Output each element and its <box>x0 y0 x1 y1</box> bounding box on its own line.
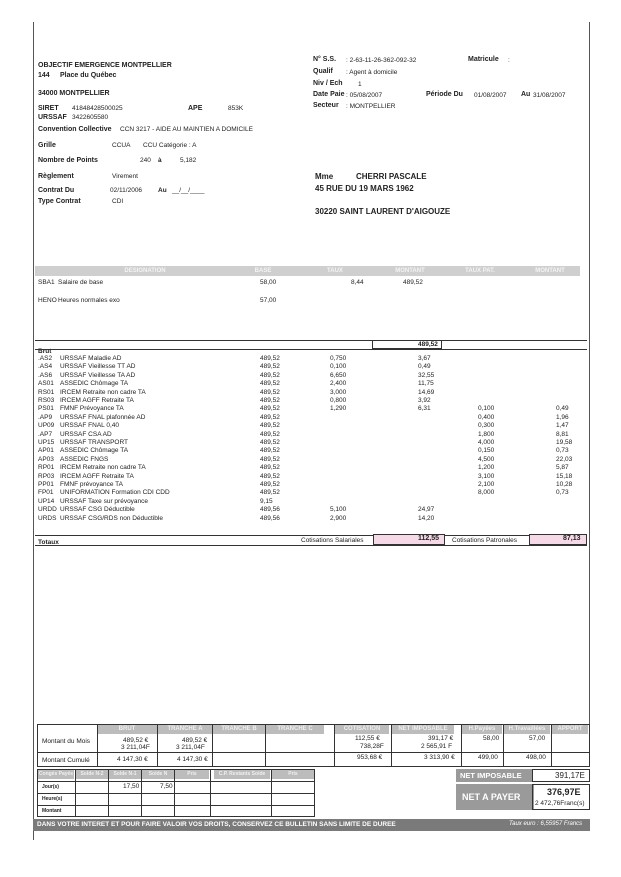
table-row <box>0 498 600 506</box>
employee-name: CHERRI PASCALE <box>356 172 427 181</box>
line-taux: 2,900 <box>330 514 347 522</box>
line-taux-pat: 8,000 <box>478 489 495 497</box>
col-taux-pat: TAUX PAT. <box>465 268 495 274</box>
line-taux-pat: 0,150 <box>478 447 495 455</box>
line-code: RS03 <box>38 397 55 404</box>
line-code: SBA1 <box>38 279 55 286</box>
periode-du: 01/08/2007 <box>474 92 507 99</box>
line-base: 489,56 <box>260 514 280 522</box>
ss-label: N° S.S. <box>313 56 337 63</box>
line-label: ASSEDIC Chômage TA <box>60 380 129 388</box>
mois-brut-f: 3 211,04F <box>121 744 150 751</box>
reglement-label: Règlement <box>38 173 74 180</box>
net-imposable-label: NET IMPOSABLE <box>456 769 532 782</box>
table-row <box>0 481 600 489</box>
summary-h-tranche-b: TRANCHE B <box>213 725 265 734</box>
totaux-line <box>35 535 587 536</box>
table-row <box>0 515 600 523</box>
cp-row-2 <box>37 793 315 794</box>
line-montant: 3,92 <box>418 397 431 404</box>
line-base: 489,52 <box>260 363 280 371</box>
net-imposable-value: 391,17E <box>555 771 585 780</box>
line-label: URSSAF Taxe sur prévoyance <box>60 497 149 505</box>
grille-label: Grille <box>38 142 56 149</box>
matricule-value: : <box>508 57 510 64</box>
line-base: 57,00 <box>260 297 277 304</box>
contrat-au: __/__/____ <box>172 187 205 194</box>
line-montant-pat: 0,73 <box>556 489 569 497</box>
brut-label: Brut <box>38 348 52 355</box>
table-row <box>0 397 600 405</box>
line-code: .AP7 <box>38 430 53 438</box>
periode-au: 31/08/2007 <box>533 92 566 99</box>
line-taux-pat: 0,400 <box>478 413 495 421</box>
line-base: 489,52 <box>260 355 280 362</box>
type-contrat-label: Type Contrat <box>38 198 81 205</box>
qualif-value: : Agent à domicile <box>346 69 398 76</box>
line-label: URSSAF FNAL 0,40 <box>60 422 120 430</box>
reglement-value: Virement <box>112 173 138 180</box>
line-taux: 1,290 <box>330 405 347 413</box>
line-montant: 14,20 <box>418 514 435 522</box>
table-row <box>0 389 600 397</box>
line-taux: 6,650 <box>330 371 347 379</box>
table-row <box>0 464 600 472</box>
brut-bottom-line <box>35 349 587 350</box>
niv-value: 1 <box>358 81 362 88</box>
line-code: RP01 <box>38 464 55 472</box>
line-code: URDS <box>38 514 57 522</box>
line-label: URSSAF Vieillesse TT AD <box>60 363 136 371</box>
cp-jours-n1: 17,50 <box>123 783 140 790</box>
line-label: URSSAF Maladie AD <box>60 355 122 362</box>
cp-row-3 <box>37 805 315 806</box>
cumul-cot: 953,68 € <box>357 754 383 761</box>
table-row <box>0 422 600 430</box>
pat-value: 87,13 <box>563 535 581 542</box>
line-base: 489,52 <box>260 397 280 404</box>
line-code: FP01 <box>38 489 54 497</box>
line-montant-pat: 22,03 <box>556 455 573 463</box>
conges-h-n1: Solde N-1 <box>109 770 141 779</box>
summary-h-h-payees: H.Payées <box>462 725 502 734</box>
line-base: 489,52 <box>260 439 280 446</box>
mois-net-f: 2 565,91 F <box>421 743 453 750</box>
footer-taux: Taux euro : 6,55957 Francs <box>509 821 583 827</box>
line-montant-pat: 1,96 <box>556 413 569 421</box>
line-base: 489,52 <box>260 489 280 497</box>
mois-ta: 489,52 € <box>182 737 208 744</box>
line-base: 489,52 <box>260 464 280 472</box>
cp-montant-label: Montant <box>42 808 62 814</box>
line-montant-pat: 5,87 <box>556 464 569 472</box>
employer-city: 34000 MONTPELLIER <box>38 90 110 97</box>
line-base: 489,52 <box>260 455 280 463</box>
col-montant: MONTANT <box>395 268 425 274</box>
cp-row-1 <box>37 781 315 782</box>
summary-h-apport: APPORT <box>552 725 588 734</box>
table-row <box>0 456 600 464</box>
line-label: IRCEM Retraite non cadre TA <box>60 464 146 472</box>
line-montant-pat: 8,81 <box>556 430 569 438</box>
line-taux-pat: 2,100 <box>478 481 495 488</box>
sum-col-6 <box>391 724 392 767</box>
sum-row-line <box>37 752 590 753</box>
net-payer-value: 376,97E <box>547 787 581 797</box>
cumul-hp: 499,00 <box>478 754 498 761</box>
table-row <box>0 405 600 413</box>
line-taux: 3,000 <box>330 388 347 396</box>
line-code: HENO <box>38 297 57 304</box>
points-value: 240 <box>140 157 151 164</box>
date-paie-value: : 05/08/2007 <box>346 92 383 99</box>
line-label: FMNF prévoyance TA <box>60 481 123 488</box>
table-row <box>0 355 600 363</box>
employee-address2: 30220 SAINT LAURENT D'AIGOUZE <box>315 207 451 216</box>
mois-net: 391,17 € <box>428 735 454 742</box>
urssaf-value: 3422605580 <box>72 114 109 121</box>
line-code: UP15 <box>38 439 55 446</box>
conges-h-cp: Congés Payés <box>38 771 74 777</box>
line-label: ASSEDIC Chômage TA <box>60 447 129 455</box>
line-code: AP03 <box>38 455 54 463</box>
line-montant: 0,49 <box>418 363 431 371</box>
summary-h-cotisation: COTISATION <box>335 725 389 734</box>
line-label: FMNF Prévoyance TA <box>60 405 124 413</box>
sal-value: 112,55 <box>418 535 440 542</box>
line-montant: 6,31 <box>418 405 431 413</box>
line-base: 489,52 <box>260 481 280 488</box>
convention-label: Convention Collective <box>38 126 112 133</box>
line-montant: 11,75 <box>418 380 434 388</box>
contrat-au-label: Au <box>158 187 167 194</box>
contrat-label: Contrat Du <box>38 187 75 194</box>
qualif-label: Qualif <box>313 68 333 75</box>
line-montant-pat: 15,18 <box>556 472 573 480</box>
points-rate: 5,182 <box>180 157 197 164</box>
mois-hp: 58,00 <box>483 735 500 742</box>
footer-text: DANS VOTRE INTERET ET POUR FAIRE VALOIR VOS DROITS, CONSERVEZ CE BULLETIN SANS LIMITE DE DUREE <box>37 821 396 828</box>
line-montant: 489,52 <box>403 279 423 286</box>
cp-heures-label: Heure(s) <box>42 796 63 802</box>
line-base: 9,15 <box>260 497 273 505</box>
col-designation: DESIGNATION <box>124 268 166 274</box>
matricule-label: Matricule <box>468 56 499 63</box>
cumul-ta: 4 147,30 € <box>177 756 208 763</box>
net-payer-label: NET A PAYER <box>456 784 534 810</box>
line-taux: 5,100 <box>330 506 347 514</box>
col-taux: TAUX <box>327 268 343 274</box>
line-code: .AS4 <box>38 363 53 371</box>
line-montant: 14,69 <box>418 388 435 396</box>
line-base: 58,00 <box>260 279 277 286</box>
mois-brut: 489,52 € <box>123 737 149 744</box>
employee-civilite: Mme <box>315 172 334 181</box>
table-row <box>0 372 600 380</box>
employee-address1: 45 RUE DU 19 MARS 1962 <box>315 184 414 193</box>
line-code: UP14 <box>38 497 55 505</box>
line-base: 489,56 <box>260 506 280 514</box>
line-base: 489,52 <box>260 413 280 421</box>
convention-value: CCN 3217 - AIDE AU MAINTIEN A DOMICILE <box>120 126 253 133</box>
line-label: Salaire de base <box>58 279 104 286</box>
line-montant-pat: 0,73 <box>556 447 569 455</box>
siret-value: 41848428500025 <box>72 105 123 112</box>
line-base: 489,52 <box>260 472 280 480</box>
line-montant-pat: 0,49 <box>556 405 569 413</box>
totaux-bottom-line <box>35 545 587 546</box>
cumul-label: Montant Cumulé <box>42 757 90 764</box>
line-montant-pat: 19,58 <box>556 439 573 446</box>
cumul-ht: 498,00 <box>526 754 546 761</box>
line-code: UP09 <box>38 422 55 430</box>
line-base: 489,52 <box>260 430 280 438</box>
sal-label: Cotisations Salariales <box>301 537 364 544</box>
niv-label: Niv / Ech <box>313 80 343 87</box>
line-taux: 0,750 <box>330 355 347 362</box>
line-montant: 24,97 <box>418 506 435 514</box>
line-label: URSSAF CSG Déductible <box>60 506 135 514</box>
conges-h-pris2: Pris <box>272 770 314 779</box>
secteur-value: : MONTPELLIER <box>346 103 396 110</box>
line-taux-pat: 1,800 <box>478 430 495 438</box>
cp-jours-label: Jour(s) <box>42 784 59 790</box>
periode-label: Période Du <box>426 91 463 98</box>
ape-label: APE <box>188 105 203 112</box>
line-montant-pat: 1,47 <box>556 422 569 430</box>
table-row <box>0 363 600 371</box>
conges-h-n2: Solde N-2 <box>76 770 108 779</box>
line-base: 489,52 <box>260 380 280 388</box>
summary-h-tranche-a: TRANCHE A <box>158 725 212 734</box>
mois-cot: 112,55 € <box>355 735 380 742</box>
mois-label: Montant du Mois <box>42 738 91 745</box>
line-base: 489,52 <box>260 388 280 396</box>
line-taux-pat: 4,000 <box>478 439 495 446</box>
line-montant: 32,55 <box>418 371 435 379</box>
line-code: AP01 <box>38 447 54 455</box>
line-code: PS01 <box>38 405 54 413</box>
sum-col-7 <box>461 724 462 767</box>
periode-au-label: Au <box>521 91 531 98</box>
categorie-value: CCU Catégorie : A <box>143 142 197 149</box>
pat-label: Cotisations Patronales <box>452 537 518 544</box>
line-code: RP03 <box>38 472 55 480</box>
table-row <box>38 297 578 304</box>
line-label: URSSAF TRANSPORT <box>60 439 129 446</box>
ape-value: 853K <box>228 105 244 112</box>
line-taux-pat: 1,200 <box>478 464 495 472</box>
line-taux-pat: 3,100 <box>478 472 495 480</box>
lines-table-header <box>35 266 580 276</box>
summary-h-brut: BRUT <box>97 725 157 734</box>
brut-top-line <box>35 340 587 341</box>
line-label: URSSAF FNAL plafonnée AD <box>60 413 146 421</box>
line-base: 489,52 <box>260 447 280 455</box>
line-label: Heures normales exo <box>58 297 120 304</box>
mois-cot-f: 738,28F <box>360 743 384 750</box>
points-label: Nombre de Points <box>38 157 98 164</box>
line-code: PP01 <box>38 481 54 488</box>
line-code: URDD <box>38 506 57 514</box>
net-payer-francs: 2 472,76Franc(s) <box>535 800 585 807</box>
grille-value: CCUA <box>112 142 131 149</box>
table-row <box>0 380 600 388</box>
sum-col-8 <box>503 724 504 767</box>
sum-col-9 <box>551 724 552 767</box>
mois-ht: 57,00 <box>529 735 546 742</box>
table-row <box>0 431 600 439</box>
line-taux-pat: 0,100 <box>478 405 495 413</box>
line-code: .AP9 <box>38 413 53 421</box>
line-montant-pat: 10,28 <box>556 481 573 488</box>
employer-street-no: 144 <box>38 72 50 79</box>
sum-col-1 <box>97 724 98 767</box>
line-code: AS01 <box>38 380 54 388</box>
summary-h-h-travaillees: H.Travaillées <box>504 725 550 734</box>
line-taux: 0,100 <box>330 363 347 371</box>
summary-h-tranche-c: TRANCHE C <box>266 725 324 734</box>
cumul-net: 3 313,90 € <box>424 754 455 761</box>
col-montant-pat: MONTANT <box>535 268 565 274</box>
contrat-du: 02/11/2006 <box>110 187 143 194</box>
line-montant: 3,67 <box>418 355 431 362</box>
siret-label: SIRET <box>38 105 59 112</box>
totaux-label: Totaux <box>38 539 59 546</box>
sum-col-5 <box>334 724 335 767</box>
summary-h-net-imposable: NET IMPOSABLE <box>392 725 454 734</box>
cp-jours-n: 7,50 <box>160 783 173 790</box>
employer-name: OBJECTIF EMERGENCE MONTPELLIER <box>38 62 172 69</box>
table-row <box>0 447 600 455</box>
points-sep: à <box>158 157 162 164</box>
col-base: BASE <box>254 268 272 274</box>
line-code: .AS2 <box>38 355 53 362</box>
table-row <box>38 279 578 286</box>
brut-value: 489,52 <box>418 341 438 348</box>
line-label: ASSEDIC FNGS <box>60 455 109 463</box>
sum-col-2 <box>157 724 158 767</box>
line-label: IRCEM AGFF Retraite TA <box>60 472 134 480</box>
cumul-brut: 4 147,30 € <box>117 756 148 763</box>
line-taux: 0,800 <box>330 397 347 404</box>
sum-col-4 <box>265 724 266 767</box>
sum-col-3 <box>212 724 213 767</box>
line-taux-pat: 0,300 <box>478 422 495 430</box>
line-base: 489,52 <box>260 405 280 413</box>
employer-street: Place du Québec <box>60 72 117 79</box>
table-row <box>0 473 600 481</box>
line-label: IRCEM AGFF Retraite TA <box>60 397 134 404</box>
line-label: URSSAF Vieillesse TA AD <box>60 371 136 379</box>
line-code: .AS6 <box>38 371 53 379</box>
secteur-label: Secteur <box>313 102 339 109</box>
line-label: URSSAF CSA AD <box>60 430 112 438</box>
conges-h-pris: Pris <box>175 770 209 779</box>
line-base: 489,52 <box>260 422 280 430</box>
line-taux-pat: 4,500 <box>478 455 495 463</box>
line-taux: 8,44 <box>351 279 364 286</box>
line-base: 489,52 <box>260 371 280 379</box>
table-row <box>0 439 600 447</box>
table-row <box>0 489 600 497</box>
line-code: RS01 <box>38 388 55 396</box>
urssaf-label: URSSAF <box>38 114 67 121</box>
line-label: UNIFORMATION Formation CDI CDD <box>60 489 170 497</box>
line-taux: 2,400 <box>330 380 347 388</box>
table-row <box>0 506 600 514</box>
date-paie-label: Date Paie <box>313 91 345 98</box>
table-row <box>0 414 600 422</box>
line-label: IRCEM Retraite non cadre TA <box>60 388 146 396</box>
line-label: URSSAF CSG/RDS non Déductible <box>60 514 163 522</box>
type-contrat-value: CDI <box>112 198 124 205</box>
mois-ta-f: 3 211,04F <box>176 744 205 751</box>
ss-value: : 2-63-11-26-362-092-32 <box>346 57 417 64</box>
conges-h-n: Solde N <box>142 770 174 779</box>
conges-h-restants: C.P. Restants Solde <box>214 770 270 779</box>
